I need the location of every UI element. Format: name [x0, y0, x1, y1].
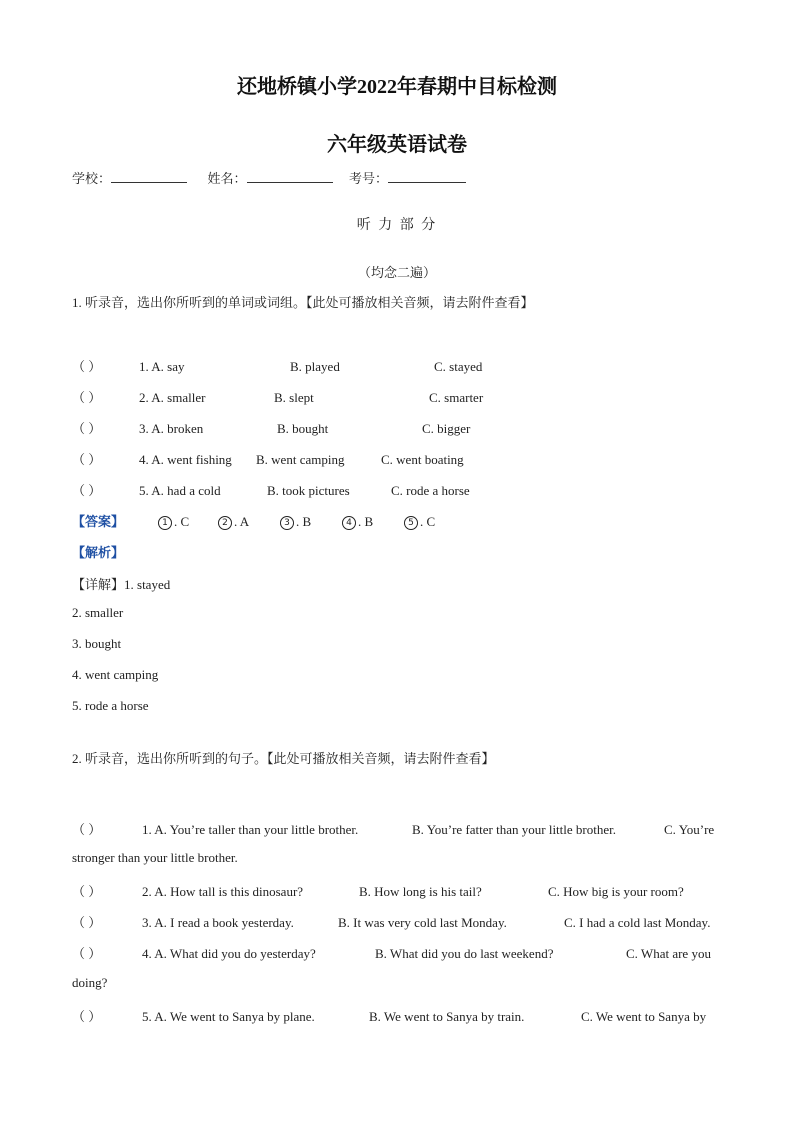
answer-2: 2 . A: [218, 514, 280, 530]
option-a: 4. A. went fishing: [139, 452, 232, 467]
option-b: B. bought: [277, 421, 329, 436]
option-b: B. slept: [274, 390, 314, 405]
detail-line-3: 3. bought: [72, 636, 122, 651]
detail-label: 【详解】: [72, 577, 125, 592]
q2-item-2: [72, 881, 684, 900]
option-a: 3. A. I read a book yesterday.: [142, 915, 294, 930]
circled-number: 4: [342, 516, 356, 530]
q1-item-2: [72, 387, 483, 406]
detail-line-2: 2. smaller: [72, 605, 124, 620]
option-c: C. What are you: [626, 946, 711, 961]
q2-item-5: [72, 1006, 706, 1025]
q2-item-1: [72, 819, 722, 838]
answer-5: 5 . C: [404, 514, 435, 530]
option-c: C. smarter: [429, 390, 484, 405]
answer-1: 1 . C: [158, 514, 218, 530]
q2-item-3: [72, 912, 710, 931]
name-field[interactable]: [247, 170, 333, 183]
option-c: C. I had a cold last Monday.: [564, 915, 711, 930]
q2-item-4: [72, 943, 711, 962]
exam-title: 还地桥镇小学2022年春期中目标检测: [237, 76, 557, 98]
option-b: B. went camping: [256, 452, 345, 467]
exam-number-label: 考号：: [349, 171, 389, 186]
student-info-line: [72, 168, 466, 187]
answer-paren[interactable]: （ ）: [72, 822, 102, 837]
q1-answer-line: [72, 511, 435, 530]
q2-item-4-continued: doing?: [72, 975, 108, 990]
name-label: 姓名：: [207, 171, 247, 186]
circled-number: 1: [158, 516, 172, 530]
option-c: C. went boating: [381, 452, 464, 467]
circled-number: 2: [218, 516, 232, 530]
option-b: B. We went to Sanya by train.: [369, 1009, 525, 1024]
section-note: （均念二遍）: [357, 265, 436, 280]
detail-line-1: 【详解】1. stayed: [72, 577, 171, 592]
option-a: 2. A. How tall is this dinosaur?: [142, 884, 304, 899]
answer-paren[interactable]: （ ）: [72, 946, 102, 961]
option-a: 1. A. say: [139, 359, 185, 374]
option-b: B. What did you do last weekend?: [375, 946, 554, 961]
option-b: B. How long is his tail?: [359, 884, 482, 899]
answer-label: 【答案】: [72, 514, 125, 529]
answer-4: 4 . B: [342, 514, 404, 530]
analysis-label: 【解析】: [72, 545, 125, 560]
circled-number: 5: [404, 516, 418, 530]
school-field[interactable]: [111, 170, 187, 183]
answer-paren[interactable]: （ ）: [72, 915, 102, 930]
answer-paren[interactable]: （ ）: [72, 483, 102, 498]
q2-item-1-continued: stronger than your little brother.: [72, 850, 238, 865]
exam-subtitle: 六年级英语试卷: [327, 134, 467, 156]
detail-line-5: 5. rode a horse: [72, 698, 149, 713]
option-a: 2. A. smaller: [139, 390, 206, 405]
answer-paren[interactable]: （ ）: [72, 359, 102, 374]
option-b: B. You’re fatter than your little brother.: [412, 822, 616, 837]
q1-instruction: 1. 听录音，选出你所听到的单词或词组。【此处可播放相关音频，请去附件查看】: [72, 295, 534, 310]
q1-item-3: [72, 418, 470, 437]
option-c: C. bigger: [422, 421, 471, 436]
option-a: 4. A. What did you do yesterday?: [142, 946, 316, 961]
answer-paren[interactable]: （ ）: [72, 452, 102, 467]
q1-item-1: [72, 356, 482, 375]
answer-paren[interactable]: （ ）: [72, 884, 102, 899]
exam-number-field[interactable]: [388, 170, 466, 183]
answer-paren[interactable]: （ ）: [72, 421, 102, 436]
option-c: C. stayed: [434, 359, 483, 374]
section-title: 听 力 部 分: [356, 218, 438, 233]
circled-number: 3: [280, 516, 294, 530]
school-label: 学校：: [72, 171, 112, 186]
option-c: C. We went to Sanya by: [581, 1009, 707, 1024]
option-c: C. How big is your room?: [548, 884, 684, 899]
q1-item-4: [72, 449, 464, 468]
answer-paren[interactable]: （ ）: [72, 1009, 102, 1024]
q2-instruction: 2. 听录音，选出你所听到的句子。【此处可播放相关音频，请去附件查看】: [72, 751, 495, 766]
answer-3: 3 . B: [280, 514, 342, 530]
option-c: C. You’re: [664, 822, 715, 837]
option-c: C. rode a horse: [391, 483, 470, 498]
q1-item-5: [72, 480, 470, 499]
option-b: B. played: [290, 359, 340, 374]
option-b: B. took pictures: [267, 483, 350, 498]
option-a: 1. A. You’re taller than your little brother.: [142, 822, 359, 837]
answer-paren[interactable]: （ ）: [72, 390, 102, 405]
option-a: 3. A. broken: [139, 421, 204, 436]
option-a: 5. A. We went to Sanya by plane.: [142, 1009, 315, 1024]
option-b: B. It was very cold last Monday.: [338, 915, 507, 930]
option-a: 5. A. had a cold: [139, 483, 221, 498]
detail-line-4: 4. went camping: [72, 667, 159, 682]
